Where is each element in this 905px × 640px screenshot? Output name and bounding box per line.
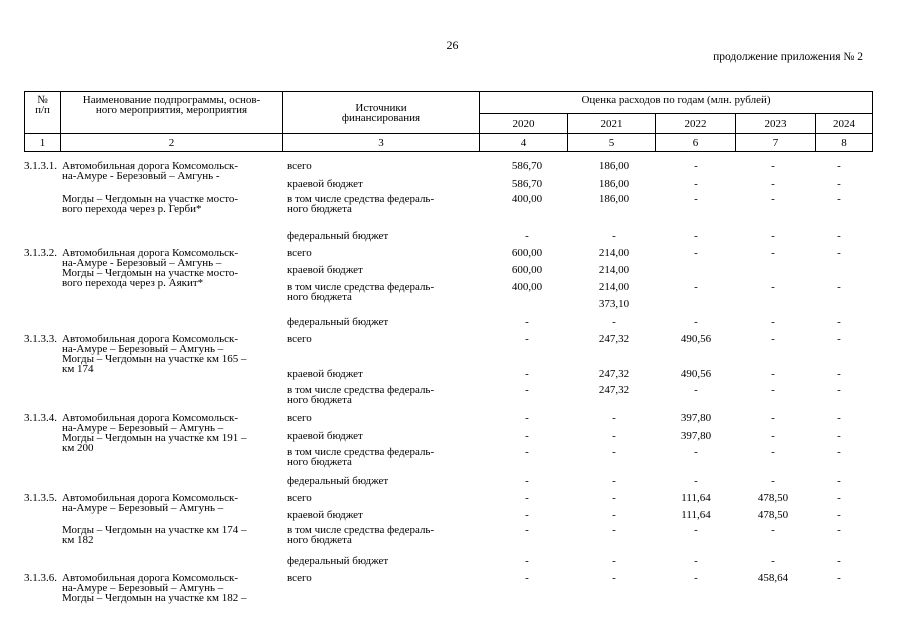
row-source-line: краевой бюджет <box>287 430 363 442</box>
row-value: - <box>837 555 841 567</box>
row-name-line: Могды – Чегдомын на участке мосто- <box>62 193 239 205</box>
row-value: - <box>771 368 775 380</box>
row-value: - <box>694 281 698 293</box>
row-value: - <box>694 160 698 172</box>
row-source-line: в том числе средства федераль- <box>287 446 435 458</box>
row-value: 586,70 <box>511 178 543 190</box>
row-value: 373,10 <box>598 298 630 310</box>
row-value: - <box>837 178 841 190</box>
row-value: - <box>694 193 698 205</box>
row-value: - <box>771 230 775 242</box>
row-value: - <box>837 509 841 521</box>
row-value: 490,56 <box>680 333 712 345</box>
row-value: - <box>612 230 616 242</box>
row-value: 600,00 <box>511 264 543 276</box>
row-value: - <box>771 430 775 442</box>
row-value: - <box>837 247 841 259</box>
row-value: - <box>837 430 841 442</box>
row-value: 458,64 <box>757 572 789 584</box>
row-value: - <box>837 492 841 504</box>
header-col-number: 7 <box>736 134 816 152</box>
row-value: - <box>771 333 775 345</box>
row-value: - <box>694 230 698 242</box>
row-value: - <box>612 430 616 442</box>
row-value: - <box>525 555 529 567</box>
row-name-line: км 174 <box>62 363 94 375</box>
row-value: - <box>525 333 529 345</box>
row-value: - <box>771 475 775 487</box>
row-value: - <box>612 492 616 504</box>
row-number: 3.1.3.1. <box>24 160 57 172</box>
header-col-number: 4 <box>480 134 568 152</box>
row-value: 600,00 <box>511 247 543 259</box>
row-number: 3.1.3.2. <box>24 247 57 259</box>
row-name-line: вого перехода через р. Аякит* <box>62 277 204 289</box>
row-source-line: федеральный бюджет <box>287 230 389 242</box>
row-source-line: ного бюджета <box>287 203 352 215</box>
row-value: - <box>694 555 698 567</box>
row-source-line: федеральный бюджет <box>287 475 389 487</box>
row-value: 214,00 <box>598 247 630 259</box>
row-name-line: на-Амуре – Березовый – Амгунь – <box>62 422 224 434</box>
row-value: - <box>525 384 529 396</box>
row-value: - <box>525 316 529 328</box>
row-value: 186,00 <box>598 193 630 205</box>
row-value: 478,50 <box>757 509 789 521</box>
row-source-line: всего <box>287 412 312 424</box>
row-value: - <box>694 178 698 190</box>
row-value: - <box>525 430 529 442</box>
row-value: - <box>771 524 775 536</box>
row-value: - <box>837 333 841 345</box>
row-value: - <box>694 475 698 487</box>
row-name-line: Могды – Чегдомын на участке мосто- <box>62 267 239 279</box>
row-value: - <box>771 178 775 190</box>
row-name-line: Автомобильная дорога Комсомольск- <box>62 572 239 584</box>
row-name-line: Автомобильная дорога Комсомольск- <box>62 247 239 259</box>
row-value: - <box>525 475 529 487</box>
row-name-line: вого перехода через р. Герби* <box>62 203 202 215</box>
header-col-source: Источники финансирования <box>283 92 480 134</box>
row-name-line: Могды – Чегдомын на участке км 191 – <box>62 432 247 444</box>
row-value: 247,32 <box>598 368 630 380</box>
row-value: - <box>612 412 616 424</box>
row-value: - <box>771 281 775 293</box>
row-value: - <box>612 446 616 458</box>
row-value: - <box>525 446 529 458</box>
row-value: 400,00 <box>511 193 543 205</box>
row-name-line: на-Амуре - Березовый – Амгунь – <box>62 257 222 269</box>
page-number: 26 <box>446 38 459 52</box>
row-value: 247,32 <box>598 384 630 396</box>
header-col-number: 8 <box>816 134 873 152</box>
header-col-estimate: Оценка расходов по годам (млн. рублей) <box>480 92 873 114</box>
row-source-line: ного бюджета <box>287 456 352 468</box>
row-source-line: ного бюджета <box>287 291 352 303</box>
row-source-line: в том числе средства федераль- <box>287 384 435 396</box>
row-name-line: Автомобильная дорога Комсомольск- <box>62 160 239 172</box>
row-value: - <box>837 384 841 396</box>
row-value: 397,80 <box>680 430 712 442</box>
header-col-number: 5 <box>568 134 656 152</box>
header-year: 2024 <box>816 114 873 134</box>
row-source-line: краевой бюджет <box>287 509 363 521</box>
row-value: 490,56 <box>680 368 712 380</box>
header-col-number: 2 <box>61 134 283 152</box>
row-value: - <box>837 316 841 328</box>
row-source-line: всего <box>287 333 312 345</box>
row-value: - <box>771 412 775 424</box>
row-value: - <box>771 384 775 396</box>
row-value: - <box>612 509 616 521</box>
row-source-line: в том числе средства федераль- <box>287 524 435 536</box>
row-value: - <box>612 524 616 536</box>
row-name-line: на-Амуре – Березовый – Амгунь – <box>62 582 224 594</box>
row-value: - <box>837 368 841 380</box>
continuation-note: продолжение приложения № 2 <box>713 51 863 63</box>
row-value: - <box>771 160 775 172</box>
header-year: 2020 <box>480 114 568 134</box>
row-value: - <box>612 475 616 487</box>
row-value: - <box>771 247 775 259</box>
row-value: - <box>694 316 698 328</box>
row-value: 397,80 <box>680 412 712 424</box>
row-value: - <box>694 446 698 458</box>
row-source-line: ного бюджета <box>287 394 352 406</box>
row-source-line: краевой бюджет <box>287 178 363 190</box>
row-value: 478,50 <box>757 492 789 504</box>
row-value: - <box>771 316 775 328</box>
row-value: - <box>694 247 698 259</box>
row-value: - <box>837 230 841 242</box>
header-year: 2023 <box>736 114 816 134</box>
row-value: - <box>837 412 841 424</box>
row-name-line: Автомобильная дорога Комсомольск- <box>62 492 239 504</box>
row-name-line: Могды – Чегдомын на участке км 174 – <box>62 524 247 536</box>
row-value: - <box>694 524 698 536</box>
row-value: - <box>837 524 841 536</box>
row-source-line: федеральный бюджет <box>287 555 389 567</box>
row-source-line: всего <box>287 492 312 504</box>
header-col-name: Наименование подпрограммы, основ- ного мероприятия, мероприятия <box>61 92 283 134</box>
header-col-number: 1 <box>25 134 61 152</box>
row-source-line: всего <box>287 247 312 259</box>
row-name-line: на-Амуре – Березовый – Амгунь – <box>62 502 224 514</box>
row-source-line: краевой бюджет <box>287 264 363 276</box>
row-value: - <box>771 446 775 458</box>
row-value: - <box>694 384 698 396</box>
row-value: - <box>837 160 841 172</box>
row-value: 111,64 <box>681 492 711 504</box>
row-value: 186,00 <box>598 178 630 190</box>
row-source-line: всего <box>287 160 312 172</box>
row-number: 3.1.3.4. <box>24 412 57 424</box>
row-value: - <box>837 281 841 293</box>
row-source-line: федеральный бюджет <box>287 316 389 328</box>
header-col-num: № п/п <box>25 92 61 134</box>
row-value: - <box>525 492 529 504</box>
row-value: 247,32 <box>598 333 630 345</box>
row-value: - <box>525 572 529 584</box>
row-value: - <box>837 572 841 584</box>
row-source-line: краевой бюджет <box>287 368 363 380</box>
row-source-line: всего <box>287 572 312 584</box>
row-name-line: км 182 <box>62 534 94 546</box>
table-header <box>24 91 873 152</box>
row-value: - <box>837 193 841 205</box>
row-source-line: ного бюджета <box>287 534 352 546</box>
row-value: - <box>525 412 529 424</box>
header-col-number: 6 <box>656 134 736 152</box>
row-number: 3.1.3.5. <box>24 492 57 504</box>
row-value: 186,00 <box>598 160 630 172</box>
row-value: - <box>525 368 529 380</box>
row-value: - <box>612 572 616 584</box>
row-source-line: в том числе средства федераль- <box>287 281 435 293</box>
row-value: - <box>771 555 775 567</box>
row-value: - <box>612 316 616 328</box>
row-value: 400,00 <box>511 281 543 293</box>
row-value: 111,64 <box>681 509 711 521</box>
row-value: - <box>612 555 616 567</box>
row-value: - <box>525 524 529 536</box>
header-col-number: 3 <box>283 134 480 152</box>
row-name-line: Автомобильная дорога Комсомольск- <box>62 412 239 424</box>
row-name-line: Могды – Чегдомын на участке км 165 – <box>62 353 247 365</box>
row-number: 3.1.3.3. <box>24 333 57 345</box>
row-name-line: на-Амуре – Березовый – Амгунь – <box>62 343 224 355</box>
row-value: 586,70 <box>511 160 543 172</box>
row-value: - <box>694 572 698 584</box>
row-name-line: км 200 <box>62 442 94 454</box>
row-value: 214,00 <box>598 264 630 276</box>
row-source-line: в том числе средства федераль- <box>287 193 435 205</box>
row-name-line: Автомобильная дорога Комсомольск- <box>62 333 239 345</box>
row-value: - <box>771 193 775 205</box>
row-number: 3.1.3.6. <box>24 572 57 584</box>
row-name-line: Могды – Чегдомын на участке км 182 – <box>62 592 247 604</box>
header-year: 2022 <box>656 114 736 134</box>
row-name-line: на-Амуре - Березовый – Амгунь - <box>62 170 220 182</box>
row-value: - <box>525 230 529 242</box>
row-value: - <box>837 446 841 458</box>
row-value: - <box>837 475 841 487</box>
row-value: 214,00 <box>598 281 630 293</box>
row-value: - <box>525 509 529 521</box>
header-year: 2021 <box>568 114 656 134</box>
